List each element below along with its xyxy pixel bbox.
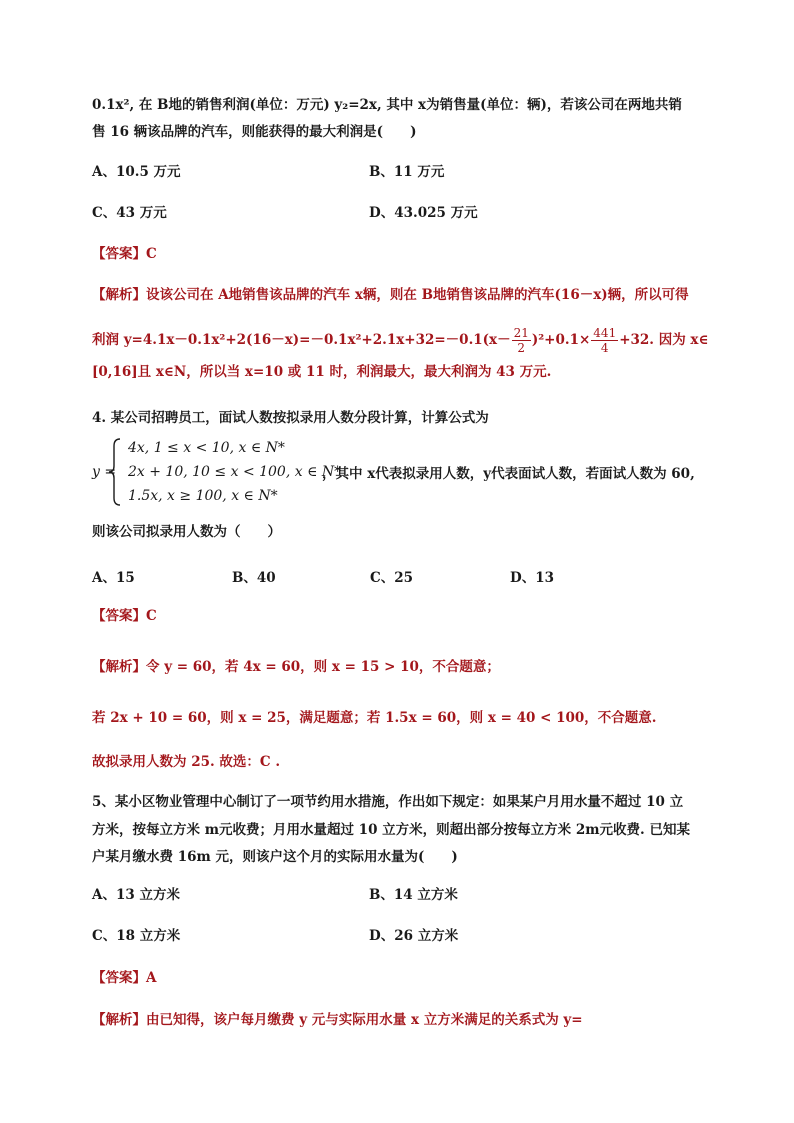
fraction-numerator: 21 bbox=[513, 326, 529, 340]
q3-stem-line2: 售 16 辆该品牌的汽车，则能获得的最大利润是( ) bbox=[92, 124, 417, 140]
piecewise-brace-icon bbox=[108, 438, 122, 506]
fraction-21-over-2 bbox=[512, 326, 531, 355]
q5-option-c: C、18 立方米 bbox=[92, 928, 181, 944]
q3-analysis-line2-part3: )²+0.1× bbox=[531, 332, 591, 348]
q5-option-d: D、26 立方米 bbox=[369, 928, 459, 944]
q5-option-a: A、13 立方米 bbox=[92, 887, 180, 903]
q3-analysis-line1: 【解析】设该公司在 A地销售该品牌的汽车 x辆，则在 B地销售该品牌的汽车(16－x)辆，所以可得 bbox=[92, 287, 689, 303]
q4-answer: 【答案】C bbox=[92, 608, 157, 624]
q3-option-b: B、11 万元 bbox=[369, 164, 445, 180]
q3-analysis-line2-part4: +32. 因为 x∈ bbox=[619, 332, 709, 348]
q5-option-b: B、14 立方米 bbox=[369, 887, 458, 903]
q3-analysis-line2-part1: 利润 y=4.1x－0.1x²+2(16－x)=－0.1x²+2.1x+32=－0.1 bbox=[92, 332, 483, 348]
fraction-denominator: 4 bbox=[600, 341, 609, 355]
q4-y-equals: y = bbox=[92, 464, 117, 480]
q3-analysis-line2-part2: (x－ bbox=[482, 332, 511, 348]
q3-analysis-line3: [0,16]且 x∈N，所以当 x=10 或 11 时，利润最大，最大利润为 43 万元. bbox=[92, 364, 552, 380]
q5-stem-line1: 5、某小区物业管理中心制订了一项节约用水措施，作出如下规定：如果某户月用水量不超过 10 立 bbox=[92, 794, 684, 810]
q4-case-2: 2x + 10, 10 ≤ x < 100, x ∈ N* bbox=[128, 464, 342, 480]
fraction-numerator: 441 bbox=[593, 326, 617, 340]
q4-analysis-line1: 【解析】令 y = 60，若 4x = 60，则 x = 15 > 10，不合题意； bbox=[92, 659, 500, 675]
q4-option-b: B、40 bbox=[232, 570, 276, 586]
q5-answer: 【答案】A bbox=[92, 970, 157, 986]
q3-answer: 【答案】C bbox=[92, 246, 157, 262]
q3-option-d: D、43.025 万元 bbox=[369, 205, 478, 221]
fraction-denominator: 2 bbox=[517, 341, 526, 355]
q3-analysis-line2 bbox=[92, 326, 708, 355]
q5-stem-line3: 户某月缴水费 16m 元，则该户这个月的实际用水量为( ) bbox=[92, 849, 458, 865]
q3-stem-line1: 0.1x², 在 B地的销售利润(单位：万元) y₂=2x, 其中 x为销售量(单位：辆)，若该公司在两地共销 bbox=[92, 97, 682, 113]
q3-option-c: C、43 万元 bbox=[92, 205, 167, 221]
q4-analysis-line2: 若 2x + 10 = 60，则 x = 25，满足题意；若 1.5x = 60，则 x = 40 < 100，不合题意. bbox=[92, 710, 657, 726]
fraction-441-over-4 bbox=[591, 326, 618, 355]
q4-option-c: C、25 bbox=[370, 570, 414, 586]
q4-stem-line1: 4. 某公司招聘员工，面试人数按拟录用人数分段计算，计算公式为 bbox=[92, 410, 489, 426]
q5-analysis-line1: 【解析】由已知得，该户每月缴费 y 元与实际用水量 x 立方米满足的关系式为 y= bbox=[92, 1012, 583, 1028]
q4-case-3: 1.5x, x ≥ 100, x ∈ N* bbox=[128, 488, 278, 504]
q4-option-d: D、13 bbox=[510, 570, 554, 586]
q4-case-1: 4x, 1 ≤ x < 10, x ∈ N* bbox=[128, 440, 285, 456]
q4-analysis-line3: 故拟录用人数为 25. 故选：C . bbox=[92, 754, 281, 770]
q5-stem-line2: 方米，按每立方米 m元收费；月用水量超过 10 立方米，则超出部分按每立方米 2m元收费. 已知某 bbox=[92, 822, 690, 838]
q3-option-a: A、10.5 万元 bbox=[92, 164, 181, 180]
q4-stem-line3: 则该公司拟录用人数为（ ） bbox=[92, 524, 281, 540]
q4-option-a: A、15 bbox=[92, 570, 135, 586]
q4-stem-line2: ，其中 x代表拟录用人数，y代表面试人数，若面试人数为 60, bbox=[322, 466, 695, 482]
